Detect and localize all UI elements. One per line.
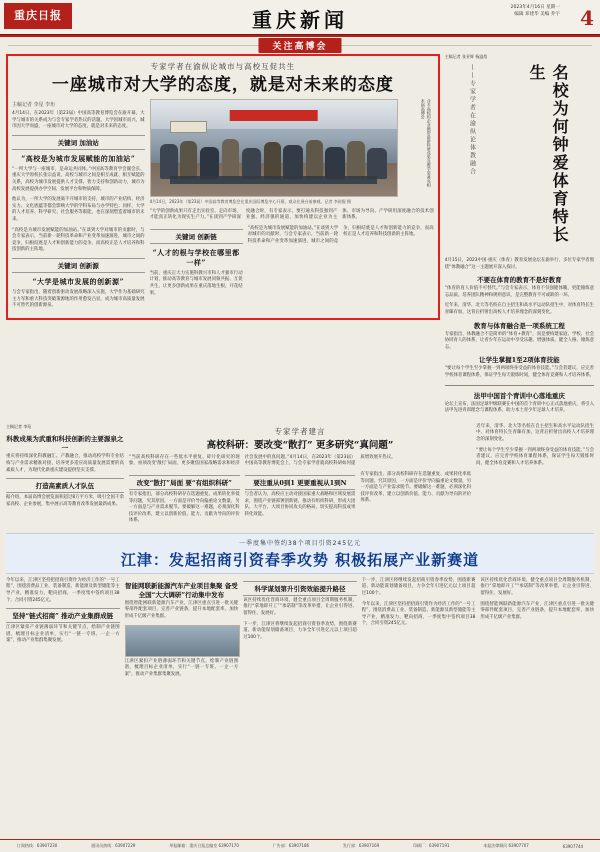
lead-sub3-title: “人才的根与学校在哪里都一样” [152, 247, 240, 267]
page-footer [0, 839, 600, 852]
lead-photo [150, 99, 398, 197]
bottom-p-lead-cont: 今年以来，江津区坚持把招商引资作为经济工作的“一号工程”，围绕消费品工业、装备制造、新能源及新型储能等主导产业，精准发力、靶向招商，一季度集中签约项目38个，合同引资245亿元。 [361, 601, 476, 627]
lead-kicker: 专家学者在渝纵论城市与高校互促共生 [150, 62, 296, 71]
footer-item: 通讯员热线：63907229 [91, 843, 136, 848]
highlight-box [6, 54, 440, 320]
mid-article-p1: “当前高校科研存在一些低水平重复、碎片化研究的现象，亟须改变‘散打’局面，更多聚焦国家战略需求和经济社会发展中的真问题。”4月14日，在2023年（第23届）中国高等教育博览会上，与会专家学者就高校科研如何提质增效展开热议。 [128, 454, 396, 467]
left-bottom-kicker: 主稿记者 李珩 [6, 423, 32, 429]
bottom-col-3 [243, 578, 357, 683]
lead-sub3-label: 关键词 创新链 [150, 229, 243, 244]
editor-credits: 编辑 邓建华 美编 乔宇 [514, 12, 560, 17]
footer-item: 63907744 [562, 843, 584, 849]
photo-exhibit-sign [170, 121, 206, 133]
footer-item: 广告部：63907186 [272, 843, 310, 848]
mid-article-p3-cont: 有专家指出，部分高校科研存在选题重复、成果转化率低等问题，究其原因，一方面是评价导向偏重论文数量，另一方面是与产业需求脱节。要破解这一难题，必须深化科技评价改革，建立以创新价值、能力、贡献为导向的评价体系。 [360, 471, 472, 504]
right-feature-p4-cont: “要让每个学生至少掌握一到两项终身受益的体育技能。”与会者建议，应完善学校体育课程体系，保证学生每天锻炼时间，健全体育竞赛和人才培养体系。 [476, 447, 594, 466]
masthead [0, 0, 600, 35]
left-bottom-p1: 重庆将持续深化科教融汇、产教融合，推动高校学科专业结构与产业需求精准对接，培养更多适应高质量发展需要的高素质人才，为现代化新重庆建设提供坚实支撑。 [6, 454, 124, 473]
lead-p5: “大学的创新成果只有走出实验室、走向市场，才能真正转化为现实生产力。”在谈到产学研深度融合时，有专家表示，要打通从科技强到产业强、经济强的通道，加快构建以企业为主体、市场为导向、产学研用深度融合的技术创新体系。 [149, 208, 434, 221]
bottom-p1: 江津区紧扣产业链薄弱环节和关键节点，绘制产业链图谱，梳理目标企业清单，实行“一链一专班、一企一方案”，推动产业集群集聚发展。 [6, 625, 120, 644]
bottom-feature [6, 533, 594, 574]
footer-item: 本报法律顾问 63907707 [483, 843, 529, 848]
section-banner [0, 37, 600, 52]
left-bottom-column [6, 424, 124, 529]
right-feature-column [445, 54, 594, 419]
mid-article-p3: 与会者认为，高校应主动对接国家重大战略和区域发展需求，围绕产业链部署创新链，推动有组织科研，形成大团队、大平台、大项目协同攻关的格局，切实提高科技成果转化效能。 [244, 491, 356, 517]
bottom-p2-cont2: 围绕智能网联新能源汽车产业，江津区重点引进一批关键零部件配套项目，完善产业链条，提升本地配套率，加快形成千亿级产业集群。 [480, 601, 594, 620]
bottom-photo [125, 625, 241, 657]
right-feature-p2: 近年来，清华、北大等名校在自主招生和高水平运动队招生中，对体育特长生青睐有加，这背后折射出高校人才培养理念的深刻变化。 [444, 303, 594, 315]
right-feature-sub3: 让学生掌握1至2项体育技能 [479, 356, 560, 365]
right-feature-p1: “体育的育人价值不可替代。”与会专家表示，体育不仅强健体魄，更能锤炼意志品质、培养团队精神和规则意识，是完整教育不可或缺的一环。 [444, 286, 594, 298]
lead-sub2-title: “大学是城市发展的创新源” [32, 276, 125, 286]
bottom-col-1 [6, 578, 120, 683]
bottom-col-4 [362, 578, 476, 683]
mid-article-kicker: 专家学者建言 [274, 426, 326, 436]
bottom-columns [6, 578, 594, 683]
middle-right-spacer [476, 424, 594, 529]
lead-intro: 4月14日，在2023年（第23届）中国高等教育博览会在渝开幕，大学与城市的关系成为与会专家学者热议的话题。大学因城市而兴，城市因大学而盛，一座城市对大学的态度，就是对未来的态度。 [12, 111, 145, 130]
right-feature-vertical-title [445, 64, 594, 254]
footer-item: 印刷厂：63907191 [413, 843, 450, 848]
right-feature-p5: 论坛上宣布，法国足球甲级联赛在中国的首个青训中心正式落地重庆，将引入法甲先进青训理念与课程体系，助力本土青少年足球人才培养。 [444, 401, 594, 414]
mid-article-sub-b: 要注重从0到1 更要重视从1到N [245, 475, 356, 490]
right-feature-sub2: 教育与体育融合是一项系统工程 [473, 321, 565, 330]
bottom-sub2: 智能网联新能源汽车产业项目集聚 备受全国“大大调研”行动集中发布 [125, 581, 238, 599]
lead-byline: 主稿记者 李星 李珩 [12, 102, 56, 108]
photo-crowd [151, 135, 397, 179]
bottom-sub3: 科学谋划第升引资效能提升路径 [243, 581, 357, 596]
mid-article-headline: 高校科研：要改变“散打” 更多研究“真问题” [206, 439, 394, 451]
bottom-col-5 [480, 578, 594, 683]
left-bottom-sub: 打造高素质人才队伍 [6, 478, 124, 493]
mid-article-sub-a: 改变“散打”局面 要“有组织科研” [129, 475, 240, 490]
left-bottom-headline: 科教成果为武重和科技创新的主要源泉之一 [6, 435, 124, 453]
lead-headline: 一座城市对大学的态度，就是对未来的态度 [51, 75, 394, 95]
bottom-p3-cont: 该区持续优化营商环境，健全重点项目全周期服务机制，推行“拿地即开工”“承诺制”等改革举措，让企业引得进、留得住、发展好。 [480, 577, 594, 597]
photo-exhibit-table [170, 176, 377, 185]
mid-article-p2: 有专家指出，部分高校科研存在选题重复、成果转化率低等问题，究其原因，一方面是评价导向偏重论文数量，另一方面是与产业需求脱节。要破解这一难题，必须深化科技评价改革，建立以创新价值、能力、贡献为导向的评价体系。 [128, 491, 240, 524]
masthead-meta [511, 4, 560, 18]
bottom-p3: 该区持续优化营商环境，健全重点项目全周期服务机制，推行“拿地即开工”“承诺制”等改革举措，让企业引得进、留得住、发展好。 [243, 597, 357, 617]
footer-item: 举报邮箱：重庆日报总编室 63907170 [169, 843, 239, 848]
publish-date: 2023年4月16日 星期一 [510, 5, 560, 10]
lead-sub1-title: “高校是为城市发展赋能的加油站” [21, 153, 136, 163]
photo-stage-banner [229, 110, 318, 122]
lead-sub1-label: 关键词 加油站 [12, 135, 145, 150]
bottom-p2: 围绕智能网联新能源汽车产业，江津区重点引进一批关键零部件配套项目，完善产业链条，提升本地配套率，加快形成千亿级产业集群。 [124, 600, 239, 620]
right-feature-p3: 专家指出，体教融合不是简单的“体育+教育”，而是要构建家庭、学校、社会协同育人的体系，让青少年在运动中享受乐趣、增强体质、健全人格、锤炼意志。 [444, 331, 594, 350]
right-feature-sub4: 法甲中国首个青训中心落地重庆 [473, 391, 565, 400]
right-feature-p4: “要让每个学生至少掌握一到两项终身受益的体育技能。”与会者建议，应完善学校体育课程体系，保证学生每天锻炼时间，健全体育竞赛和人才培养体系。 [444, 366, 594, 378]
lead-photo-vertical-caption: 众多高校和企业携带最新科研成果及教学装备亮相本届高博会 [420, 99, 432, 187]
lead-sub2-label: 关键词 创新源 [12, 258, 145, 273]
bottom-p4: 下一步，江津区将继续发起招商引资春季攻势，围绕新赛道、新动能谋划储备项目，力争全年引进亿元以上项目超过100个。 [243, 621, 357, 640]
bottom-p4-cont: 下一步，江津区将继续发起招商引资春季攻势，围绕新赛道、新动能谋划储备项目，力争全年引进亿元以上项目超过100个。 [361, 577, 476, 597]
bottom-p2-cont: 江津区紧扣产业链薄弱环节和关键节点，绘制产业链图谱，梳理目标企业清单，实行“一链一专班、一企一方案”，推动产业集群集聚发展。 [124, 658, 239, 677]
lead-story-column [6, 54, 440, 419]
right-feature-p0: 4月15日，2023中国·重庆（体育）教育发展论坛在渝举行，多位专家学者围绕“体教融合”这一主题展开深入探讨。 [444, 258, 594, 270]
right-feature-vertical-kicker: ——专家学者在渝纵论体教融合 [468, 64, 476, 176]
lead-p1: “一所大学与一座城市，是命运共同体。”中国高等教育学会副会长、重庆大学原校长张宗益说，高校与城市之间是相互成就、相互赋能的关系，高校为城市发展提供人才支撑、智力支持和创新动力，城市为高校发展提供办学空间、发展平台和物质保障。 [12, 166, 145, 192]
bottom-p-lead: 今年以来，江津区坚持把招商引资作为经济工作的“一号工程”，围绕消费品工业、装备制造、新能源及新型储能等主导产业，精准发力、靶向招商，一季度集中签约项目38个，合同引资245亿元。 [6, 577, 120, 603]
bottom-col-2 [125, 578, 239, 683]
lead-p3: “高校是为城市发展赋能的加油站。”在谈到大学对城市的贡献时，与会专家表示，当前新一轮科技革命和产业变革加速演进，城市之间的竞争，归根结底是人才和创新能力的竞争，而高校正是人才培养和科技创新的主阵地。 [12, 227, 145, 253]
footer-item: 发行部：63907169 [342, 843, 380, 848]
top-columns [6, 54, 594, 419]
footer-item: 订阅热线：63907230 [16, 843, 58, 848]
page-content [0, 52, 600, 682]
lead-p6-dup: “高校是为城市发展赋能的加油站。”在谈到大学对城市的贡献时，与会专家表示，当前新一轮科技革命和产业变革加速演进，城市之间的竞争，归根结底是人才和创新能力的竞争，而高校正是人才培养和科技创新的主阵地。 [247, 225, 434, 244]
right-feature-divider [445, 385, 594, 386]
bottom-feature-kicker: 一季度集中签约38个项目引资245亿元 [238, 539, 362, 547]
lead-photo-caption: 4月14日，2023年（第23届）中国高等教育博览会在重庆国际博览中心开幕，观众在展台前参观。记者 李裕锟 摄 [149, 199, 352, 204]
newspaper-logo: 重庆日报 [4, 3, 72, 29]
right-feature-kicker: 主稿记者 张亚辉 杨溢焓 [444, 54, 488, 59]
left-bottom-p2: 据介绍，本届高博会展览面积超过8万平方米，吸引全国千余家高校、企业参展，集中展示高等教育改革发展最新成果。 [6, 495, 124, 507]
middle-columns [6, 424, 594, 529]
page-number: 4 [580, 6, 594, 30]
section-banner-label: 关注高博会 [258, 38, 341, 53]
page-title: 重庆新闻 [252, 8, 348, 32]
mid-article-column [129, 424, 471, 529]
lead-p2: 他认为，一所大学的发展离不开城市的支持，城市的产业结构、经济实力、文化底蕴等都会影响大学的学科布局与办学特色；同样，大学的人才培养、科学研究、社会服务等职能，也在深刻塑造着城市的未来。 [12, 197, 145, 222]
right-feature-p2-cont: 近年来，清华、北大等名校在自主招生和高水平运动队招生中，对体育特长生青睐有加，这背后折射出高校人才培养理念的深刻变化。 [476, 423, 594, 442]
right-feature-headline: 名校为何钟爱体育特长生 [527, 64, 570, 244]
lead-p6: 当前，重庆正大力实施科教兴市和人才强市行动计划，推动高等教育与城市发展同频共振、互促共生，让更多创新成果在重庆落地生根、开花结果。 [149, 270, 243, 296]
bottom-feature-title: 江津：发起招商引资春季攻势 积极拓展产业新赛道 [120, 550, 480, 569]
lead-p4: 与会专家指出，随着创新驱动发展战略深入实施，大学作为基础研究主力军和重大科技突破策源地的作用愈发凸显，成为城市高质量发展不可替代的创新源泉。 [12, 289, 145, 309]
bottom-sub1: 坚持“链式招商” 推动产业集群成链 [6, 608, 120, 623]
right-feature-sub1: 不要在体育的教育不是好教育 [477, 276, 562, 285]
